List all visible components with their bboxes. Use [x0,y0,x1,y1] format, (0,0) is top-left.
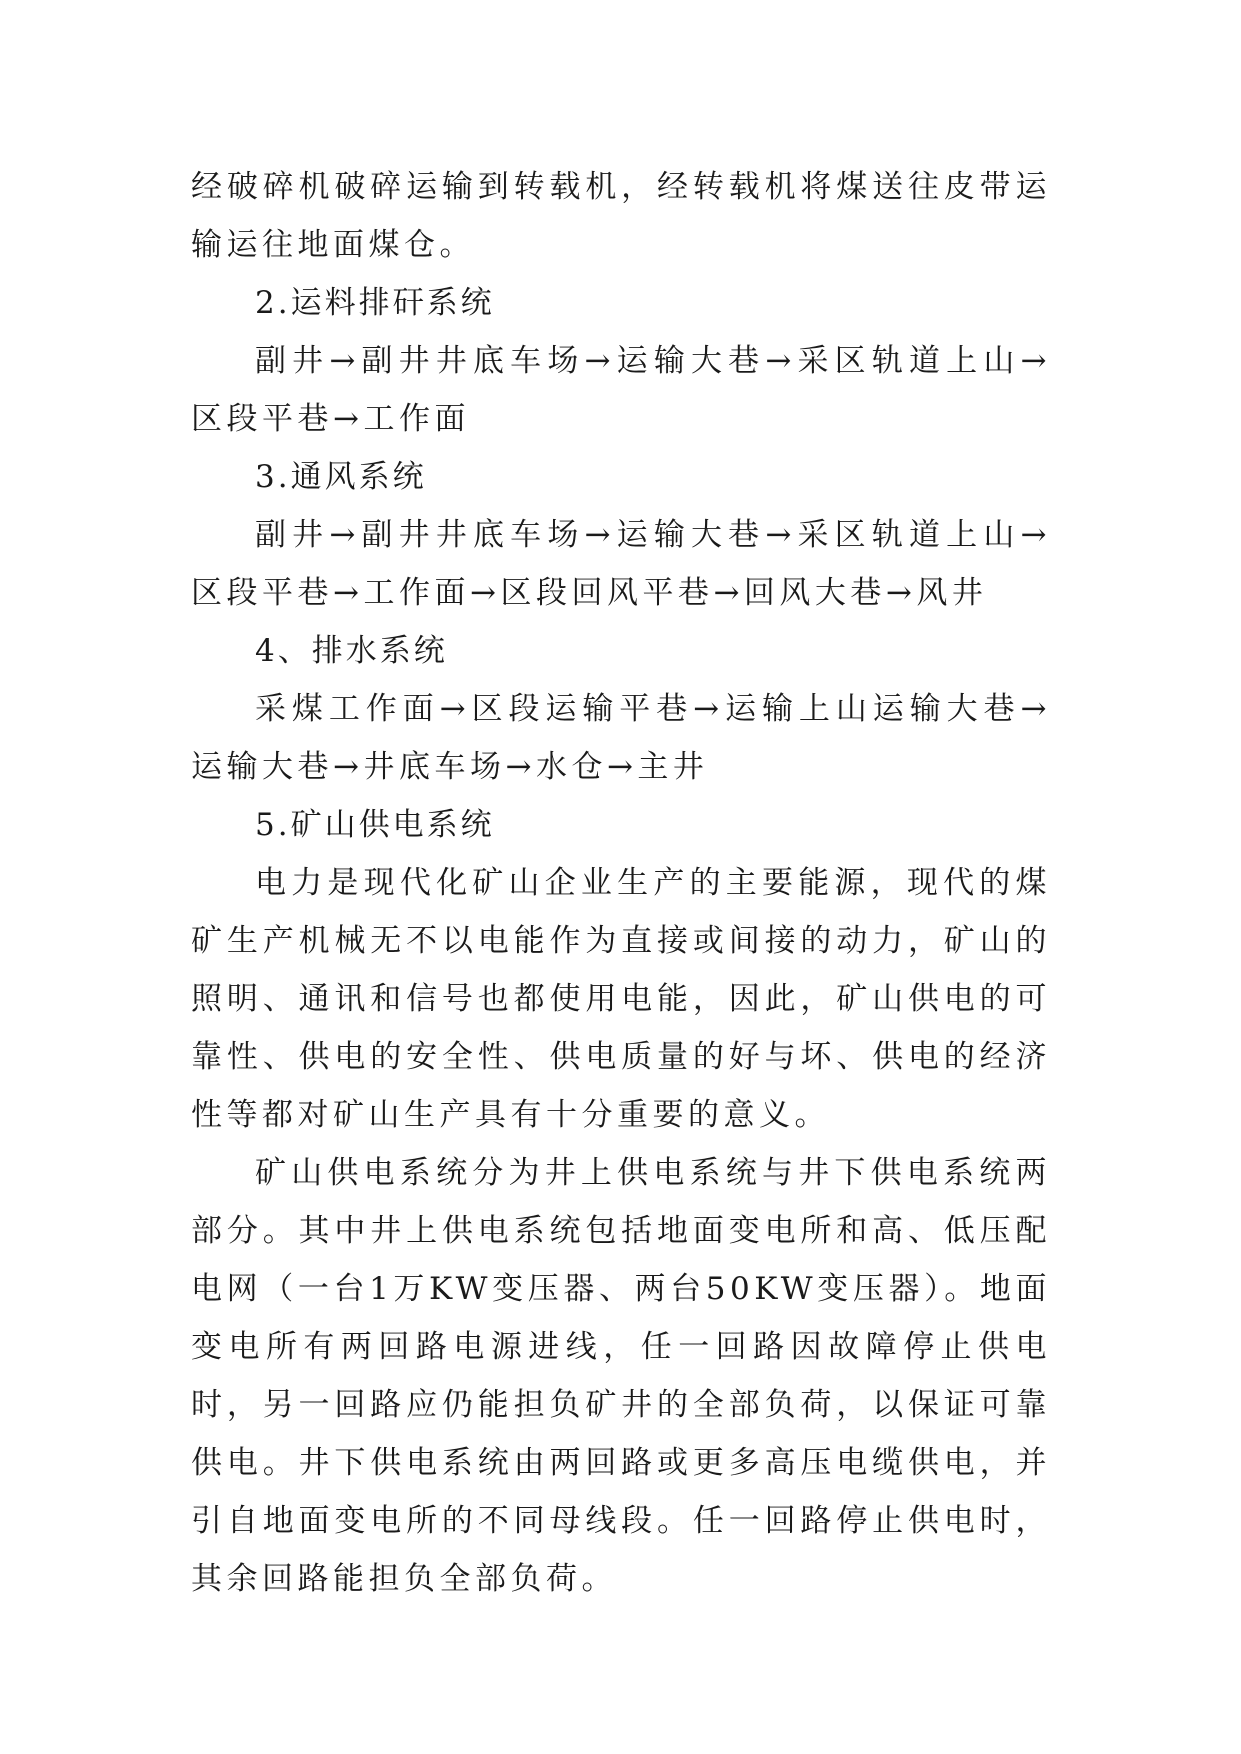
heading-ventilation-system: 3.通风系统 [255,459,427,495]
heading-drainage-system: 4、排水系统 [255,633,448,669]
paragraph-ventilation-route: 副井→副井井底车场→运输大巷→采区轨道上山→区段平巷→工作面→区段回风平巷→回风大巷→风井 [191,517,1051,611]
document-page [191,158,1051,1608]
heading-power-supply-system: 5.矿山供电系统 [255,807,495,843]
heading-material-waste-system: 2.运料排矸系统 [255,285,495,321]
paragraph-crusher-transport: 经破碎机破碎运输到转载机，经转载机将煤送往皮带运输运往地面煤仓。 [191,169,1051,263]
paragraph-drainage-route: 采煤工作面→区段运输平巷→运输上山运输大巷→运输大巷→井底车场→水仓→主井 [191,691,1051,785]
paragraph-material-waste-route: 副井→副井井底车场→运输大巷→采区轨道上山→区段平巷→工作面 [191,343,1051,437]
paragraph-power-structure: 矿山供电系统分为井上供电系统与井下供电系统两部分。其中井上供电系统包括地面变电所和高、低压配电网（一台1万KW变压器、两台50KW变压器）。地面变电所有两回路电源进线，任一回路因故障停止供电时，另一回路应仍能担负矿井的全部负荷，以保证可靠供电。井下供电系统由两回路或更多高压电缆供电，并引自地面变电所的不同母线段。任一回路停止供电时，其余回路能担负全部负荷。 [191,1155,1051,1597]
paragraph-power-importance: 电力是现代化矿山企业生产的主要能源，现代的煤矿生产机械无不以电能作为直接或间接的动力，矿山的照明、通讯和信号也都使用电能，因此，矿山供电的可靠性、供电的安全性、供电质量的好与坏、供电的经济性等都对矿山生产具有十分重要的意义。 [191,865,1051,1133]
